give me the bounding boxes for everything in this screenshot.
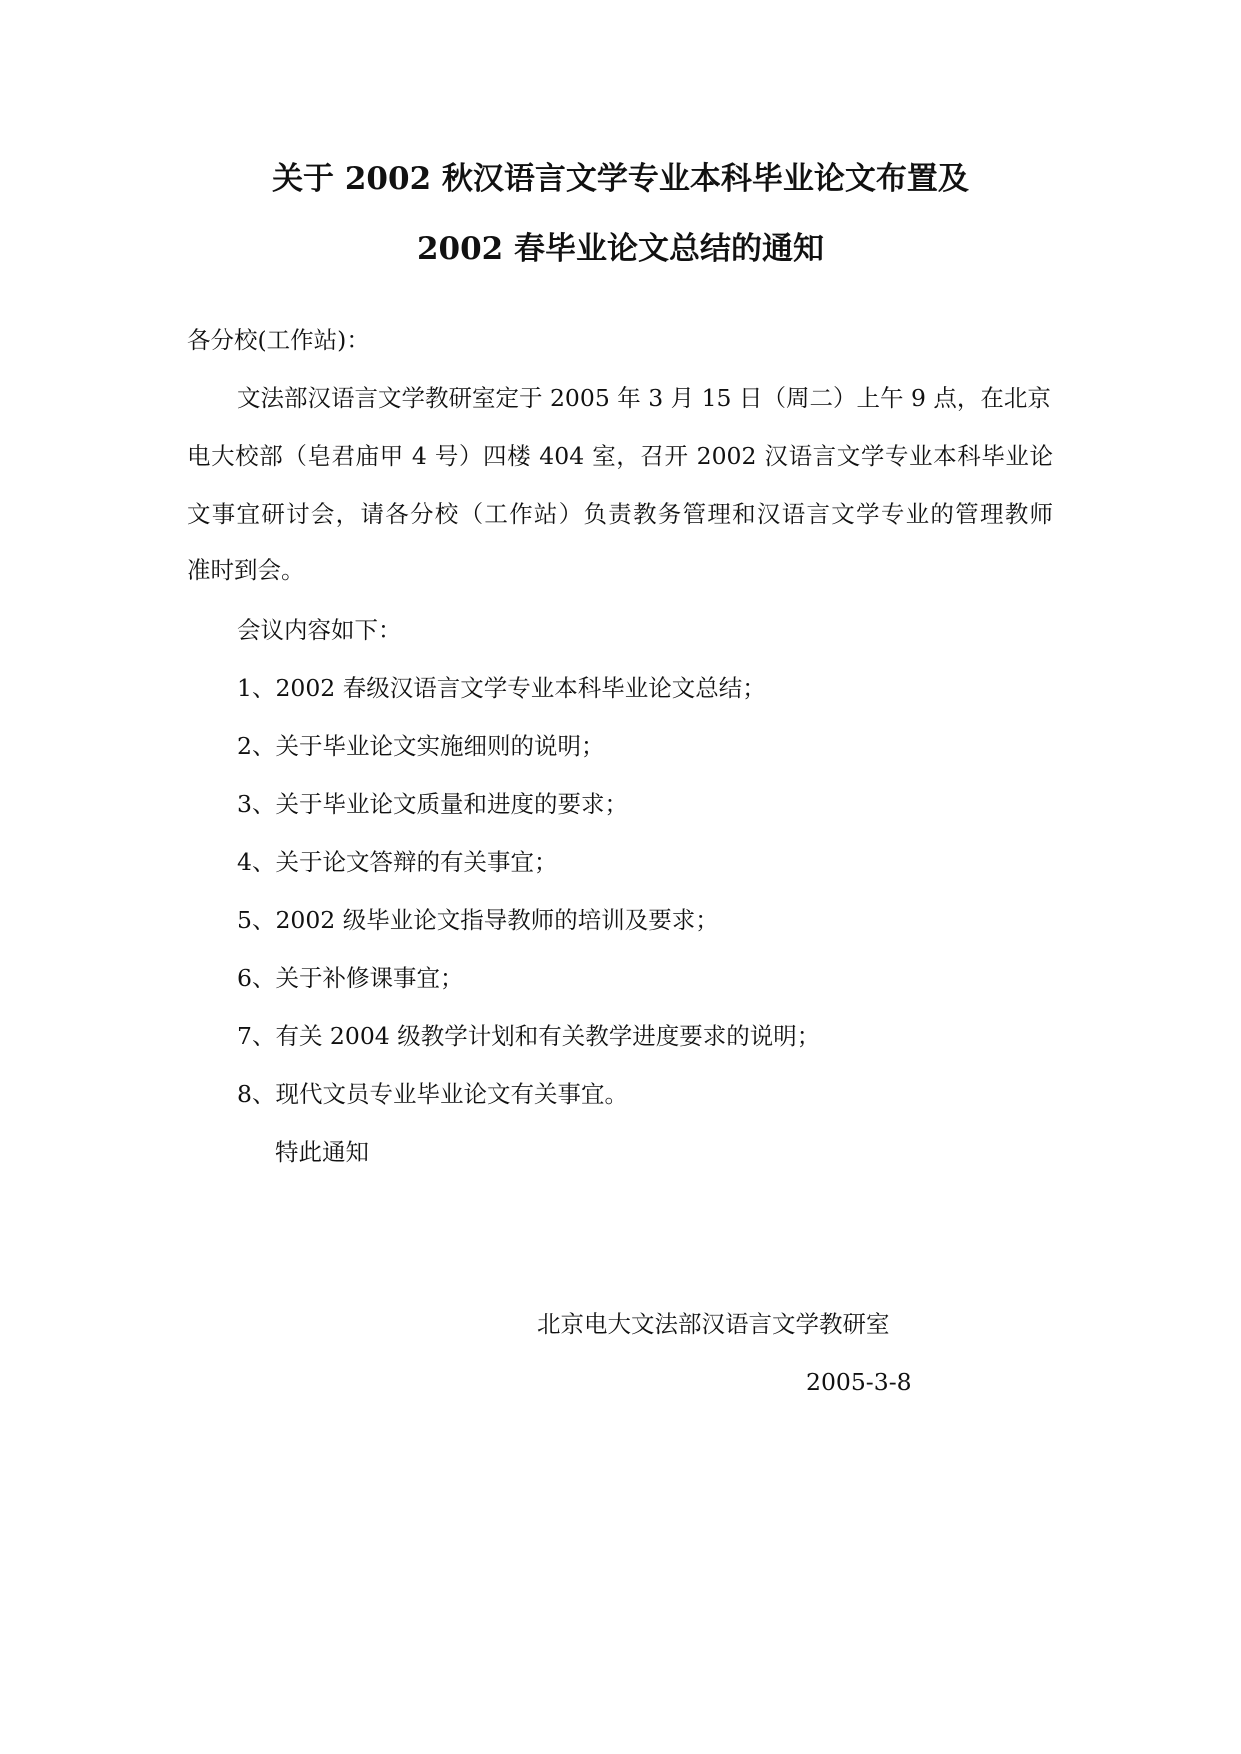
agenda-item: 5、2002 级毕业论文指导教师的培训及要求；: [237, 906, 719, 934]
document-title-line-2: 2002 春毕业论文总结的通知: [416, 231, 825, 267]
agenda-item: 7、有关 2004 级教学计划和有关教学进度要求的说明；: [237, 1022, 821, 1050]
body-line: 文事宜研讨会，请各分校（工作站）负责教务管理和汉语言文学专业的管理教师: [187, 500, 1053, 528]
agenda-item: 3、关于毕业论文质量和进度的要求；: [237, 790, 628, 818]
salutation: 各分校(工作站)：: [187, 326, 370, 354]
closing-text: 特此通知: [275, 1138, 369, 1166]
agenda-item: 1、2002 春级汉语言文学专业本科毕业论文总结；: [237, 674, 766, 702]
body-line: 文法部汉语言文学教研室定于 2005 年 3 月 15 日（周二）上午 9 点，在北京: [237, 384, 1051, 412]
agenda-item: 6、关于补修课事宜；: [237, 964, 464, 992]
document-title-line-1: 关于 2002 秋汉语言文学专业本科毕业论文布置及: [272, 161, 969, 197]
agenda-heading: 会议内容如下：: [237, 616, 402, 644]
signature-organization: 北京电大文法部汉语言文学教研室: [537, 1310, 890, 1338]
agenda-item: 8、现代文员专业毕业论文有关事宜。: [237, 1080, 628, 1108]
agenda-item: 2、关于毕业论文实施细则的说明；: [237, 732, 605, 760]
agenda-item: 4、关于论文答辩的有关事宜；: [237, 848, 558, 876]
body-line: 电大校部（皂君庙甲 4 号）四楼 404 室，召开 2002 汉语言文学专业本科毕业论: [187, 442, 1053, 470]
signature-date: 2005-3-8: [806, 1368, 912, 1396]
body-line: 准时到会。: [187, 556, 305, 584]
